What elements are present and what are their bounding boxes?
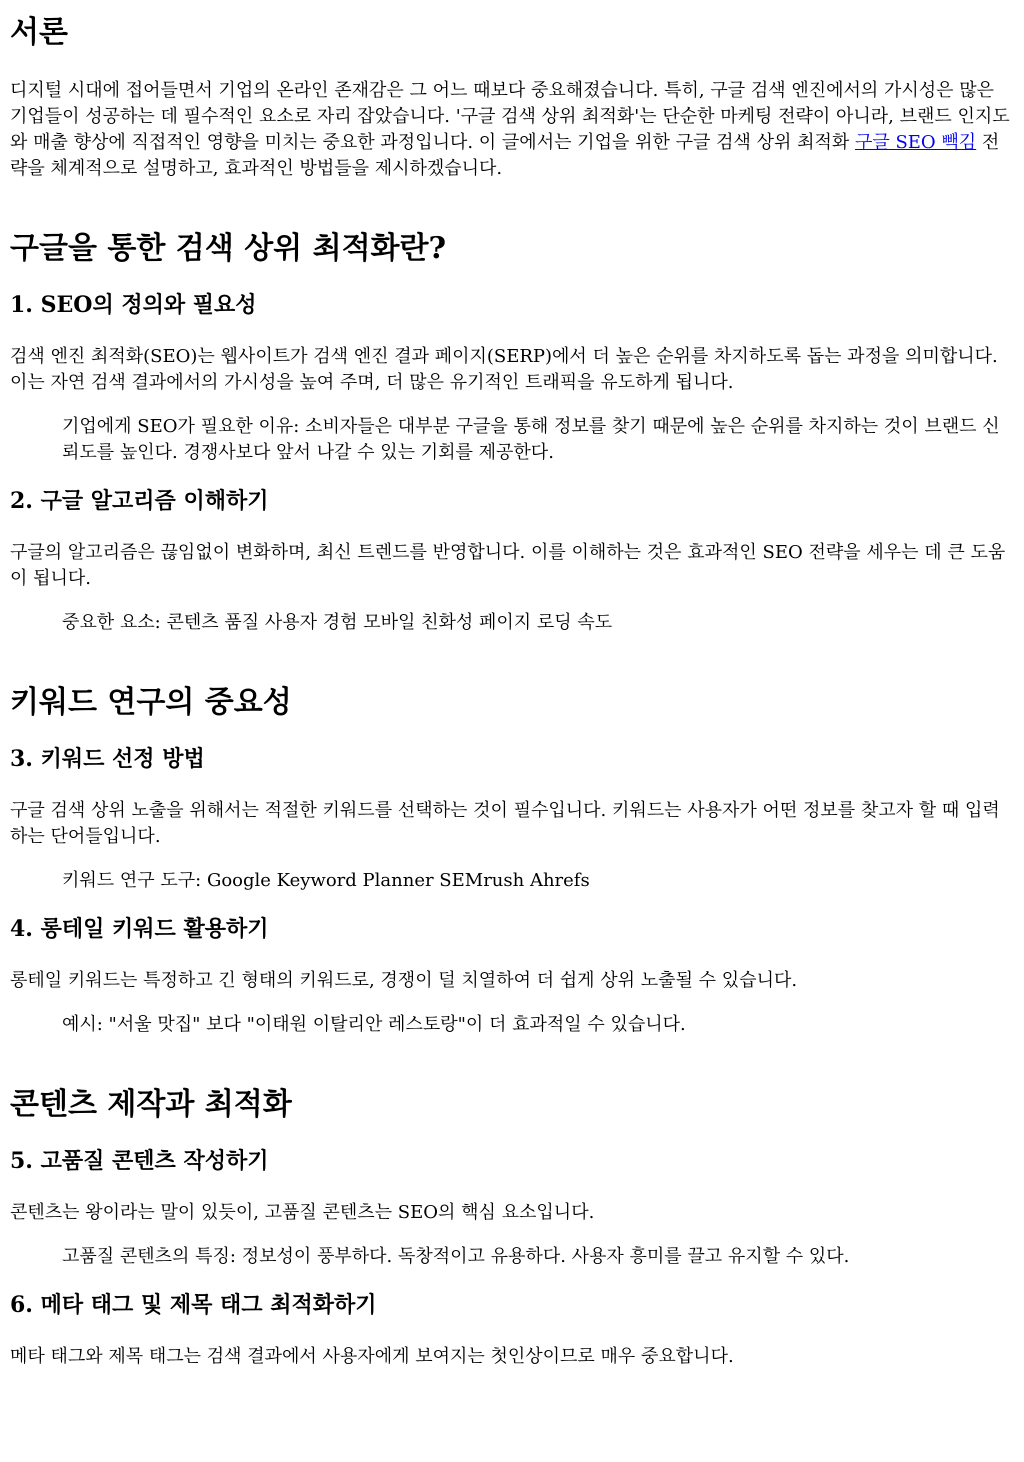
subheading-longtail-keywords: 4. 롱테일 키워드 활용하기 bbox=[10, 916, 269, 942]
subheading-seo-definition: 1. SEO의 정의와 필요성 bbox=[10, 292, 257, 318]
quote-important-factors: 중요한 요소: 콘텐츠 품질 사용자 경험 모바일 친화성 페이지 로딩 속도 bbox=[62, 612, 613, 633]
paragraph-google-algorithm: 구글의 알고리즘은 끊임없이 변화하며, 최신 트렌드를 반영합니다. 이를 이해하는 것은 효과적인 SEO 전략을 세우는 데 큰 도움이 됩니다. bbox=[10, 542, 1006, 589]
paragraph-keyword-selection: 구글 검색 상위 노출을 위해서는 적절한 키워드를 선택하는 것이 필수입니다. 키워드는 사용자가 어떤 정보를 찾고자 할 때 입력하는 단어들입니다. bbox=[10, 800, 1000, 847]
section-heading-content-creation: 콘텐츠 제작과 최적화 bbox=[10, 1087, 292, 1122]
quote-quality-features: 고품질 콘텐츠의 특징: 정보성이 풍부하다. 독창적이고 유용하다. 사용자 흥미를 끌고 유지할 수 있다. bbox=[62, 1246, 850, 1267]
subheading-keyword-selection: 3. 키워드 선정 방법 bbox=[10, 746, 205, 772]
intro-text-before-link: 디지털 시대에 접어들면서 기업의 온라인 존재감은 그 어느 때보다 중요해졌습니다. 특히, 구글 검색 엔진에서의 가시성은 많은 기업들이 성공하는 데 필수적인 요소로 자리 잡았습니다. '구글 검색 상위 최적화'는 단순한 마케팅 전략이 아니라, 브랜드 인지도와 매출 향상에 직접적인 영향을 미치는 중요한 과정입니다. 이 글에서는 기업을 위한 구글 검색 상위 최적화 bbox=[10, 80, 1010, 153]
intro-text-after-link: 전략을 체계적으로 설명하고, 효과적인 방법들을 제시하겠습니다. bbox=[10, 132, 1000, 179]
section-heading-seo-overview: 구글을 통한 검색 상위 최적화란? bbox=[10, 231, 447, 266]
subheading-quality-content: 5. 고품질 콘텐츠 작성하기 bbox=[10, 1148, 269, 1174]
subheading-google-algorithm: 2. 구글 알고리즘 이해하기 bbox=[10, 488, 269, 514]
intro-paragraph bbox=[10, 78, 1014, 182]
section-heading-keyword-research: 키워드 연구의 중요성 bbox=[10, 685, 292, 720]
quote-keyword-tools: 키워드 연구 도구: Google Keyword Planner SEMrush Ahrefs bbox=[62, 870, 590, 891]
paragraph-longtail-keywords: 롱테일 키워드는 특정하고 긴 형태의 키워드로, 경쟁이 덜 치열하여 더 쉽게 상위 노출될 수 있습니다. bbox=[10, 970, 798, 991]
seo-link[interactable]: 구글 SEO 빽김 bbox=[854, 132, 977, 153]
paragraph-meta-tags: 메타 태그와 제목 태그는 검색 결과에서 사용자에게 보여지는 첫인상이므로 매우 중요합니다. bbox=[10, 1346, 734, 1367]
quote-longtail-example: 예시: "서울 맛집" 보다 "이태원 이탈리안 레스토랑"이 더 효과적일 수 있습니다. bbox=[62, 1014, 686, 1035]
intro-heading: 서론 bbox=[10, 15, 68, 50]
paragraph-seo-definition: 검색 엔진 최적화(SEO)는 웹사이트가 검색 엔진 결과 페이지(SERP)에서 더 높은 순위를 차지하도록 돕는 과정을 의미합니다. 이는 자연 검색 결과에서의 가시성을 높여 주며, 더 많은 유기적인 트래픽을 유도하게 됩니다. bbox=[10, 346, 998, 393]
article bbox=[0, 14, 1024, 1370]
paragraph-quality-content: 콘텐츠는 왕이라는 말이 있듯이, 고품질 콘텐츠는 SEO의 핵심 요소입니다. bbox=[10, 1202, 595, 1223]
quote-seo-reasons: 기업에게 SEO가 필요한 이유: 소비자들은 대부분 구글을 통해 정보를 찾기 때문에 높은 순위를 차지하는 것이 브랜드 신뢰도를 높인다. 경쟁사보다 앞서 나갈 수 있는 기회를 제공한다. bbox=[62, 416, 1000, 463]
subheading-meta-tags: 6. 메타 태그 및 제목 태그 최적화하기 bbox=[10, 1292, 377, 1318]
